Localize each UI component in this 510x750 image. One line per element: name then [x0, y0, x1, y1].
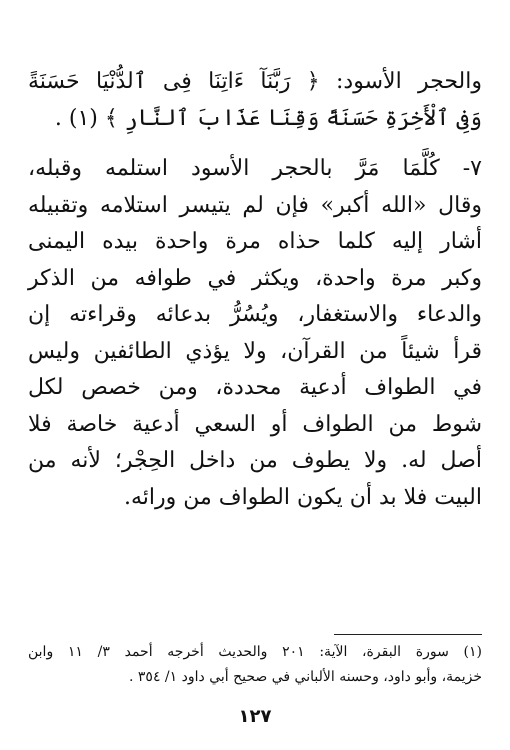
footnote-line: (١) سورة البقرة، الآية: ٢٠١ والحديث أخرجه أحمد ٣/ ١١ وابن [28, 644, 482, 660]
main-text [28, 64, 482, 516]
text-line: قرأ شيئاً من القرآن، ولا يؤذي الطائفين وليس [28, 338, 482, 364]
page-number: ١٢٧ [238, 706, 272, 727]
paragraph-gap [28, 137, 482, 151]
text-line: وَفِى ٱلْأَخِرَةِ حَسَنَةً وَقِنَا عَذَابَ ٱلنَّارِ ﴾ (١) . [54, 105, 482, 131]
footnote-line: خزيمة، وأبو داود، وحسنه الألباني في صحيح أبي داود ١/ ٣٥٤ . [129, 669, 482, 685]
text-line: أشار إليه كلما حذاه مرة واحدة بيده اليمنى [28, 229, 482, 254]
text-line: وقال «الله أكبر» فإن لم يتيسر استلامه وتقبيله [28, 192, 482, 218]
text-line: وكبر مرة واحدة، ويكثر في طوافه من الذكر [28, 265, 482, 291]
footnote [28, 640, 482, 690]
text-line: شوط من الطواف أو السعي أدعية خاصة فلا [28, 411, 482, 437]
text-line: البيت فلا بد أن يكون الطواف من ورائه. [124, 484, 482, 510]
text-line: والدعاء والاستغفار، ويُسُرُّ بدعائه وقراءته إن [28, 302, 482, 327]
text-line: والحجر الأسود: ﴿ رَبَّنَآ ءَاتِنَا فِى ٱلدُّنْيَا حَسَنَةً [28, 69, 482, 94]
text-line: أصل له. ولا يطوف من داخل الحِجْر؛ لأنه من [28, 448, 482, 473]
text-line: ٧- كُلَّمَا مَرَّ بالحجر الأسود استلمه وقبله، [28, 156, 482, 181]
text-line: في الطواف أدعية محددة، ومن خصص لكل [28, 375, 482, 400]
footnote-divider [334, 634, 482, 635]
